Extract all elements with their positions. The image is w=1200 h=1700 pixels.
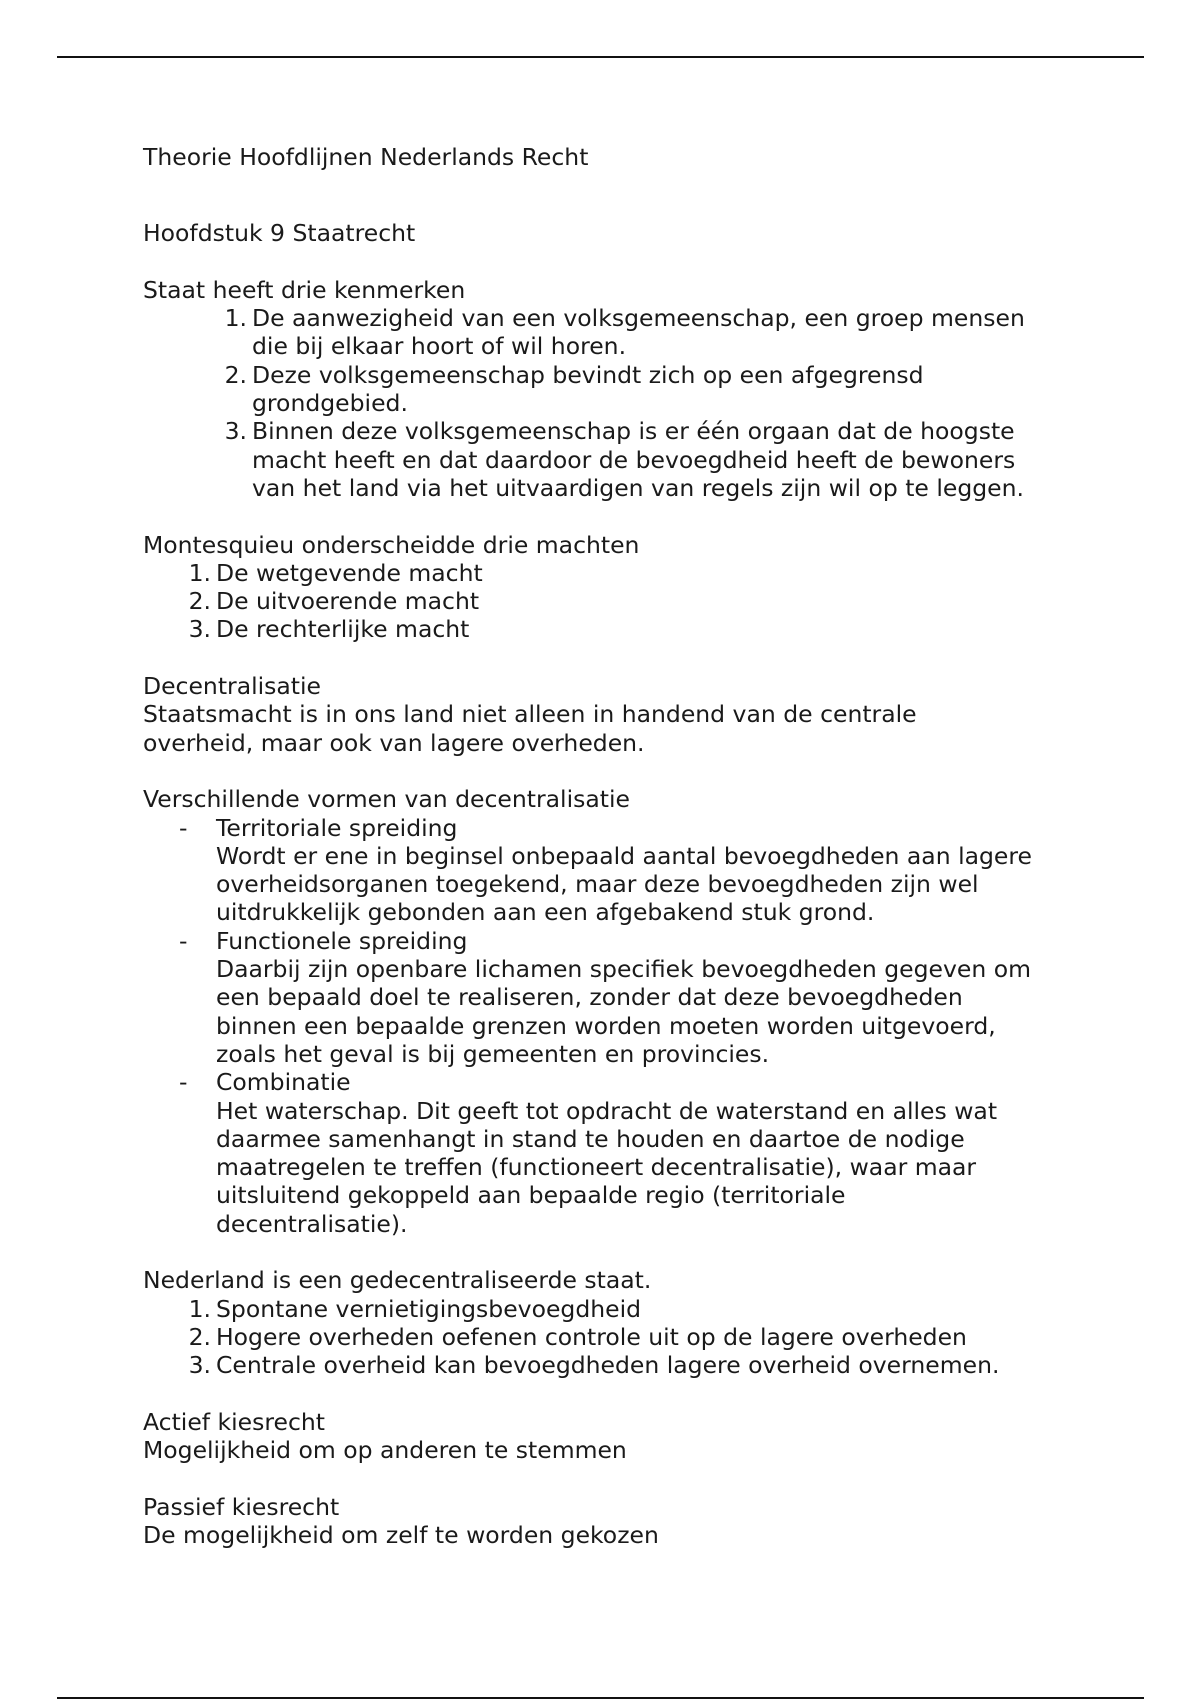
list-item: [143, 1323, 1083, 1351]
list-item-text: De aanwezigheid van een volksgemeenschap, een groep mensen: [252, 304, 1025, 333]
vormen-heading: Verschillende vormen van decentralisatie: [143, 785, 630, 814]
list-item: [143, 417, 1083, 502]
paragraph-line: Staatsmacht is in ons land niet alleen in handend van de centrale: [143, 700, 917, 729]
list-item: [143, 1351, 1083, 1379]
list-item: [143, 304, 1083, 361]
machten-list: [143, 559, 1083, 644]
list-item-text: uitdrukkelijk gebonden aan een afgebakend stuk grond.: [216, 898, 875, 927]
document-body: [143, 143, 1083, 1549]
list-number: 1.: [224, 304, 247, 333]
footer-rule: [57, 1697, 1144, 1699]
list-item-text: van het land via het uitvaardigen van regels zijn wil op te leggen.: [252, 473, 1024, 502]
list-item-text: zoals het geval is bij gemeenten en provincies.: [216, 1039, 770, 1068]
list-item-text: grondgebied.: [252, 389, 408, 418]
list-number: 3.: [188, 1351, 211, 1380]
machten-heading: Montesquieu onderscheidde drie machten: [143, 530, 640, 559]
list-item-text: De rechterlijke macht: [216, 615, 470, 644]
list-item-text: De uitvoerende macht: [216, 587, 480, 616]
list-number: 1.: [188, 558, 211, 587]
list-item-text: Deze volksgemeenschap bevindt zich op een afgegrensd: [252, 360, 924, 389]
list-item-text: overheidsorganen toegekend, maar deze bevoegdheden zijn wel: [216, 870, 979, 899]
list-item: [143, 927, 1083, 1068]
list-item-text: maatregelen te treffen (functioneert decentralisatie), waar maar: [216, 1153, 977, 1182]
list-item-text: Wordt er ene in beginsel onbepaald aantal bevoegdheden aan lagere: [216, 841, 1032, 870]
gedecentraliseerd-list: [143, 1295, 1083, 1380]
decentralisatie-heading: Decentralisatie: [143, 672, 322, 701]
list-item-title: Territoriale spreiding: [216, 813, 458, 842]
list-item: [143, 615, 1083, 643]
list-item: [143, 814, 1083, 927]
list-item-text: die bij elkaar hoort of wil horen.: [252, 332, 627, 361]
chapter-heading: Hoofdstuk 9 Staatrecht: [143, 219, 416, 248]
header-rule: [57, 56, 1144, 58]
list-item: [143, 1295, 1083, 1323]
kenmerken-heading: Staat heeft drie kenmerken: [143, 275, 466, 304]
list-item: [143, 559, 1083, 587]
actief-heading: Actief kiesrecht: [143, 1407, 325, 1436]
dash-bullet: -: [179, 926, 188, 955]
paragraph-line: overheid, maar ook van lagere overheden.: [143, 728, 645, 757]
list-item-text: Binnen deze volksgemeenschap is er één orgaan dat de hoogste: [252, 417, 1015, 446]
list-item-title: Functionele spreiding: [216, 926, 468, 955]
dash-bullet: -: [179, 813, 188, 842]
actief-text: Mogelijkheid om op anderen te stemmen: [143, 1436, 627, 1465]
list-item: [143, 1068, 1083, 1238]
list-item-text: binnen een bepaalde grenzen worden moeten worden uitgevoerd,: [216, 1011, 996, 1040]
list-number: 2.: [188, 1322, 211, 1351]
list-item-text: daarmee samenhangt in stand te houden en daartoe de nodige: [216, 1124, 965, 1153]
list-item-text: macht heeft en dat daardoor de bevoegdheid heeft de bewoners: [252, 445, 1016, 474]
list-number: 3.: [224, 417, 247, 446]
list-item-text: Hogere overheden oefenen controle uit op de lagere overheden: [216, 1322, 967, 1351]
gedecentraliseerd-heading: Nederland is een gedecentraliseerde staat.: [143, 1266, 652, 1295]
vormen-list: [143, 814, 1083, 1238]
list-item-text: Het waterschap. Dit geeft tot opdracht de waterstand en alles wat: [216, 1096, 998, 1125]
list-number: 2.: [224, 360, 247, 389]
list-item-text: Daarbij zijn openbare lichamen specifiek bevoegdheden gegeven om: [216, 955, 1031, 984]
list-item-title: Combinatie: [216, 1068, 351, 1097]
kenmerken-list: [143, 304, 1083, 502]
passief-text: De mogelijkheid om zelf te worden gekozen: [143, 1520, 659, 1549]
list-item: [143, 361, 1083, 418]
list-item-text: Centrale overheid kan bevoegdheden lagere overheid overnemen.: [216, 1351, 1000, 1380]
list-item-text: uitsluitend gekoppeld aan bepaalde regio (territoriale: [216, 1181, 846, 1210]
list-number: 2.: [188, 587, 211, 616]
list-item: [143, 587, 1083, 615]
list-number: 3.: [188, 615, 211, 644]
passief-heading: Passief kiesrecht: [143, 1492, 340, 1521]
document-title: Theorie Hoofdlijnen Nederlands Recht: [143, 143, 589, 171]
list-item-text: De wetgevende macht: [216, 558, 483, 587]
list-item-text: een bepaald doel te realiseren, zonder dat deze bevoegdheden: [216, 983, 963, 1012]
list-item-text: Spontane vernietigingsbevoegdheid: [216, 1294, 642, 1323]
list-number: 1.: [188, 1294, 211, 1323]
dash-bullet: -: [179, 1068, 188, 1097]
list-item-text: decentralisatie).: [216, 1209, 408, 1238]
